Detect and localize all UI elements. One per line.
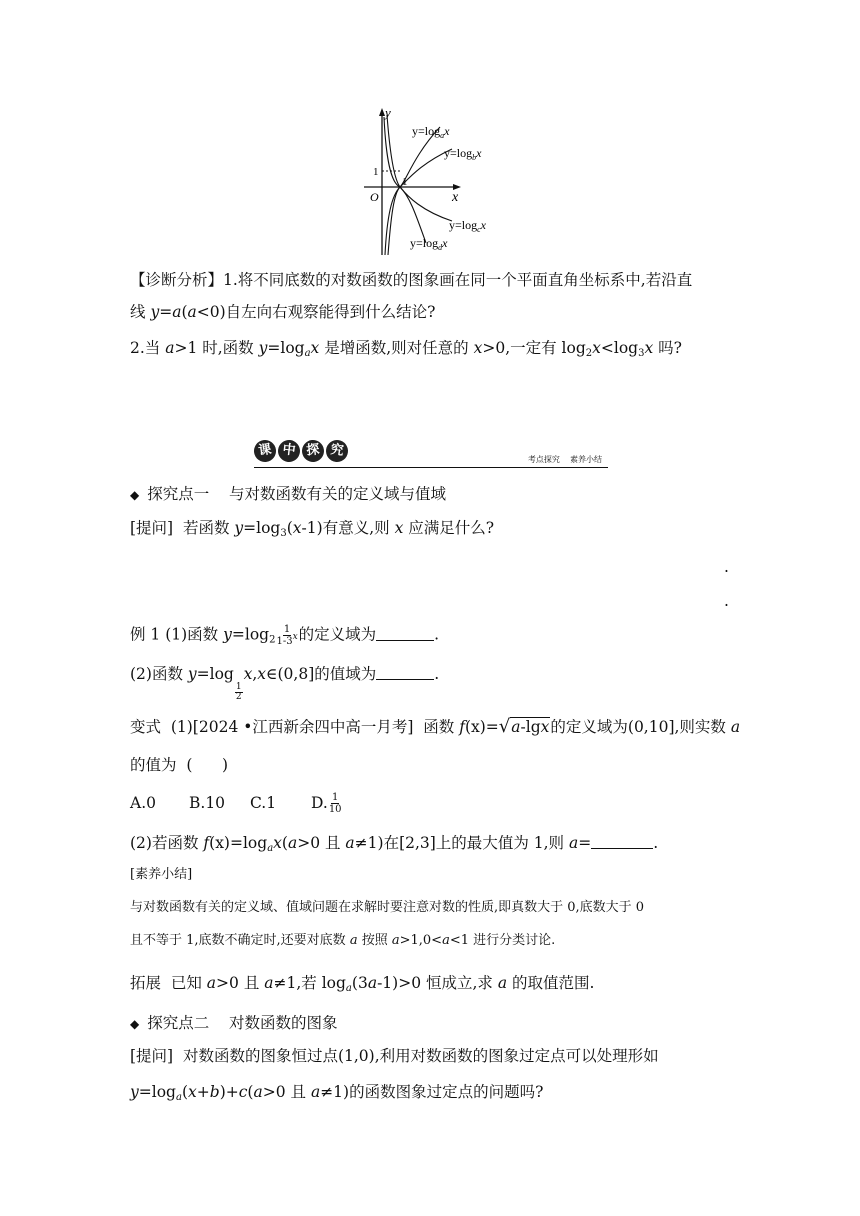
text: (3 — [351, 974, 368, 992]
text: D. — [311, 793, 328, 812]
text: 1-3 — [276, 636, 293, 647]
text: 的定义域为 — [298, 625, 377, 644]
text: 1 — [235, 682, 242, 692]
text: 变式 (1)[2024 •江西新余四中高一月考] 函数 — [130, 718, 460, 736]
text: >0 且 — [262, 1083, 311, 1101]
diagnosis-q1-line2 — [130, 302, 435, 322]
text: ∈(0,8]的值域为 — [266, 665, 377, 683]
text: ≠1,若 log — [273, 974, 346, 992]
text: 3 — [638, 348, 645, 359]
curve-label-d: $y=\log_dx$ — [410, 236, 448, 252]
text: , — [252, 665, 258, 683]
text: x — [473, 339, 483, 357]
text: y — [150, 303, 160, 321]
text: 的值为 ( ) — [130, 756, 229, 774]
text: 2 — [235, 692, 242, 702]
point2-title — [130, 1013, 337, 1034]
text: 10 — [328, 804, 342, 815]
text: a — [442, 933, 450, 948]
text: y — [234, 519, 244, 537]
text: x — [243, 665, 253, 683]
text: a — [206, 974, 217, 992]
text: a — [253, 1083, 263, 1101]
text: x — [257, 665, 267, 683]
text: . — [653, 834, 659, 852]
text: 按照 — [357, 933, 392, 948]
sqrt-content — [510, 717, 550, 736]
text: 且不等于 1,底数不确定时,还要对底数 — [130, 933, 350, 948]
text: a — [287, 834, 298, 852]
text: x — [292, 632, 298, 642]
text: x — [292, 519, 302, 537]
text: a — [172, 303, 182, 321]
text: a — [349, 933, 358, 948]
text: a — [497, 974, 508, 992]
text: = — [578, 834, 592, 852]
text: c — [238, 1083, 248, 1101]
text: =log — [243, 519, 281, 537]
text: 2.当 — [130, 339, 166, 357]
text: <1 进行分类讨论. — [449, 933, 556, 948]
fraction — [276, 624, 297, 647]
text: >0 且 — [297, 834, 346, 852]
summary-line1: 与对数函数有关的定义域、值域问题在求解时要注意对数的性质,即真数大于 0,底数大于 0 — [130, 900, 645, 915]
text: =log — [196, 665, 234, 683]
text: -1)>0 恒成立,求 — [377, 974, 498, 992]
diagnosis-q2 — [130, 338, 682, 358]
diamond-icon: ◆ — [130, 488, 140, 502]
text: y — [258, 339, 268, 357]
text: 1.将不同底数的对数函数的图象画在同一个平面直角坐标系中,若沿直 — [223, 271, 693, 289]
banner-char: 课 — [253, 439, 278, 464]
fraction — [235, 683, 243, 702]
summary-tag: [素养小结] — [130, 867, 193, 882]
answer-blank[interactable] — [591, 834, 653, 849]
point1-title — [130, 484, 446, 505]
banner-char: 究 — [325, 439, 350, 464]
text: ( — [181, 1083, 188, 1101]
section-banner — [254, 440, 608, 470]
option-b[interactable]: B.10 — [189, 793, 226, 812]
text: 若函数 — [173, 519, 235, 537]
text: -1)有意义,则 — [301, 519, 395, 537]
text: a — [165, 339, 175, 357]
text: y — [130, 1083, 139, 1101]
text: 拓展 已知 — [130, 974, 207, 992]
axis-x-label: x — [452, 190, 459, 205]
text: (x)= — [464, 718, 499, 736]
variant-options — [130, 792, 343, 815]
text: x — [394, 519, 404, 537]
text: =log — [138, 1083, 176, 1101]
text: 探究点一 与对数函数有关的定义域与值域 — [147, 485, 446, 503]
banner-char: 探 — [301, 439, 325, 463]
text: 是增函数,则对任意的 — [319, 339, 474, 357]
text: a — [264, 974, 274, 992]
one-y-label: 1 — [373, 166, 379, 178]
text: ≠1)在[2,3]上的最大值为 1,则 — [354, 834, 569, 852]
text: <log — [600, 339, 639, 357]
text: b — [209, 1083, 220, 1101]
option-c[interactable]: C.1 — [250, 793, 277, 812]
text: x — [188, 1083, 197, 1101]
variant-q1-line1 — [130, 717, 740, 737]
point2-ask-line1 — [130, 1046, 659, 1066]
dot-mark: . — [724, 592, 729, 610]
text: >0 且 — [216, 974, 265, 992]
point2-ask-line2 — [130, 1082, 543, 1102]
text: a — [730, 718, 741, 736]
text: x — [644, 339, 654, 357]
text: 3 — [280, 528, 287, 539]
text: y — [223, 625, 232, 644]
text: =log — [267, 339, 305, 357]
text: a — [391, 933, 400, 948]
diagnosis-q1-line1 — [130, 270, 692, 290]
text: x — [540, 718, 550, 736]
text: f — [459, 718, 465, 736]
banner-right-text: 考点探究 素养小结 — [527, 455, 602, 464]
text: a — [367, 974, 378, 992]
text: a — [175, 1092, 182, 1103]
origin-label: O — [370, 190, 379, 204]
text: f — [203, 834, 210, 852]
variant-q2 — [130, 833, 658, 853]
text: a — [304, 348, 311, 359]
banner-char: 中 — [277, 439, 301, 463]
example1-part2 — [130, 664, 439, 702]
text: 对数函数的图象恒过点(1,0),利用对数函数的图象过定点可以处理形如 — [173, 1047, 659, 1065]
example1-part1 — [130, 624, 439, 647]
point1-ask — [130, 518, 494, 538]
text: . — [434, 665, 440, 683]
text: ( — [247, 1083, 254, 1101]
diagnosis-tag: 【诊断分析】 — [130, 271, 224, 289]
text: (2)若函数 — [130, 834, 204, 852]
answer-blank[interactable] — [376, 626, 434, 641]
text: a — [310, 1083, 321, 1101]
text: 的定义域为(0,10],则实数 — [550, 718, 731, 736]
text: 探究点二 对数函数的图象 — [147, 1014, 338, 1032]
option-d[interactable] — [311, 792, 343, 815]
one-x-label: 1 — [402, 176, 408, 188]
answer-blank[interactable] — [376, 665, 434, 680]
text: =log — [231, 625, 270, 644]
sqrt-icon: √ — [498, 716, 511, 737]
text: )+ — [219, 1083, 239, 1101]
text: a — [345, 834, 355, 852]
text: >1,0< — [399, 933, 443, 948]
text: . — [434, 625, 440, 644]
text: a — [267, 843, 274, 854]
extend-line — [130, 973, 594, 993]
text: >1 时,函数 — [174, 339, 259, 357]
text: >0,一定有 log — [482, 339, 586, 357]
axis-y-label: y — [385, 105, 391, 120]
summary-line2 — [130, 932, 555, 950]
text: ≠1)的函数图象过定点的问题吗? — [320, 1083, 544, 1101]
text: a — [187, 303, 197, 321]
text: 1 — [283, 624, 291, 635]
text: -lg — [520, 718, 541, 736]
text: 的取值范围. — [507, 974, 595, 992]
text: x — [592, 339, 601, 357]
text: 1 — [331, 792, 339, 803]
text: (x)=log — [209, 834, 268, 852]
text: x — [273, 834, 282, 852]
text: + — [196, 1083, 210, 1101]
option-a[interactable]: A.0 — [130, 793, 156, 812]
text: 例 1 (1)函数 — [130, 625, 224, 644]
curve-label-c: $y=\log_cx$ — [449, 218, 486, 234]
curve-label-b: $y=\log_bx$ — [444, 146, 482, 162]
text: 线 — [130, 303, 151, 321]
text: 2 — [269, 634, 276, 646]
log-functions-graph — [360, 105, 510, 257]
text: (2)函数 — [130, 665, 188, 683]
text: [提问] — [130, 519, 174, 537]
fraction — [329, 792, 342, 815]
text: 吗? — [653, 339, 682, 357]
text: 2 — [585, 348, 593, 359]
dot-mark: . — [724, 558, 729, 576]
text: <0)自左向右观察能得到什么结论? — [196, 303, 436, 321]
text: a — [345, 983, 352, 994]
text: y — [187, 665, 197, 683]
text: a — [568, 834, 579, 852]
variant-q1-line2 — [130, 755, 228, 775]
text: ( — [281, 834, 288, 852]
text: a — [511, 718, 521, 736]
text: x — [310, 339, 320, 357]
text: ( — [181, 303, 188, 321]
text: [提问] — [130, 1047, 174, 1065]
curve-label-a: $y=\log_ax$ — [412, 124, 450, 140]
text: ( — [286, 519, 293, 537]
text: = — [159, 303, 173, 321]
diamond-icon: ◆ — [130, 1017, 140, 1031]
text: 应满足什么? — [403, 519, 495, 537]
